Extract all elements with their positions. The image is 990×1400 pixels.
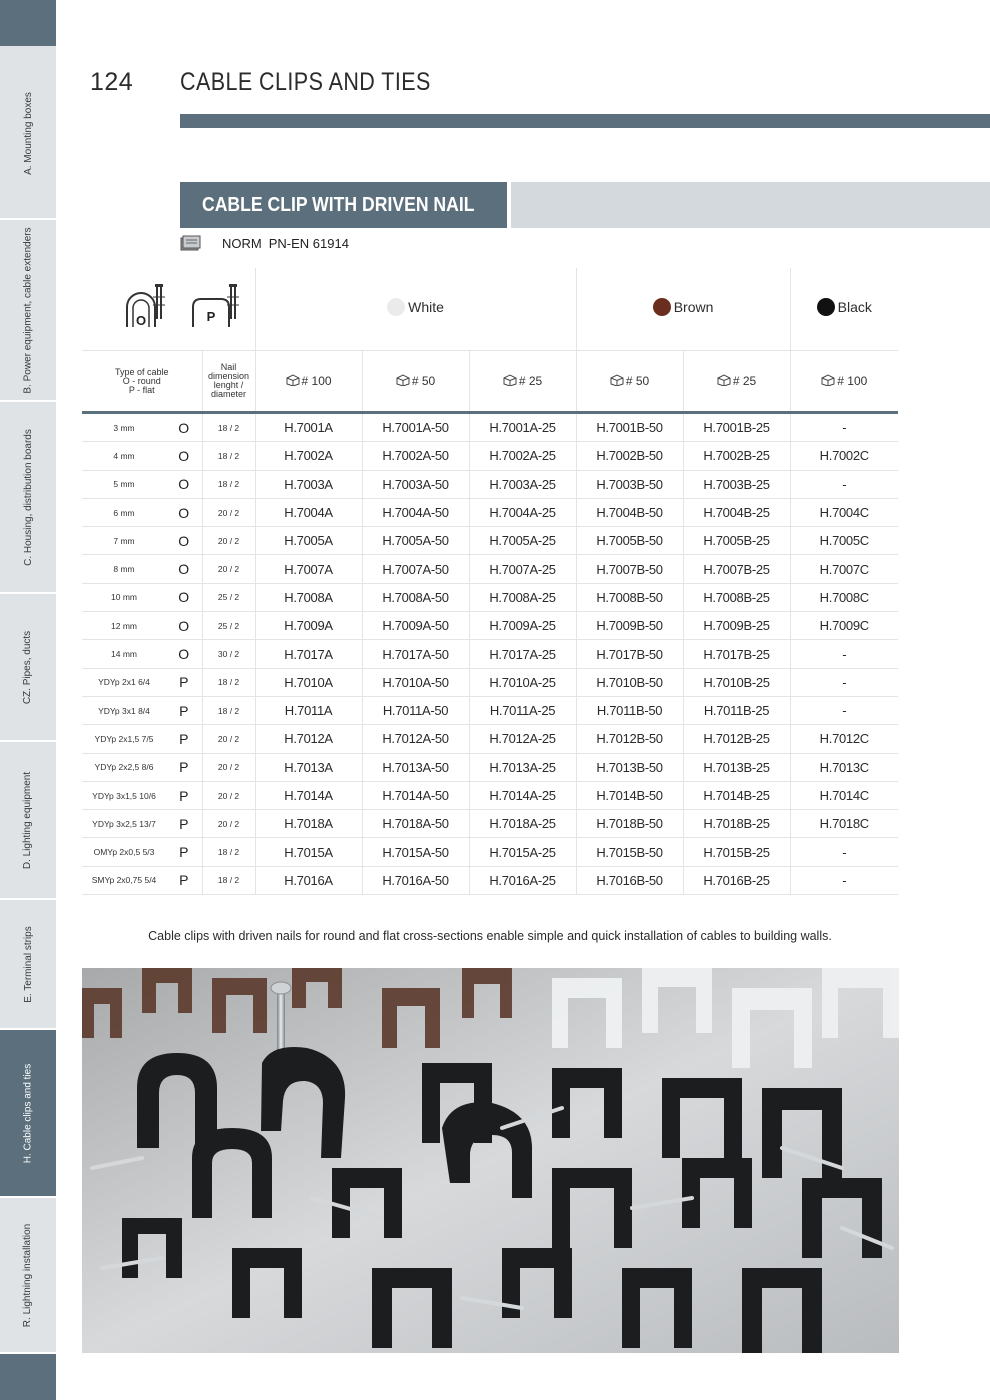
cable-size-cell: YDYp 3x1,5 10/6 xyxy=(82,781,166,809)
nail-dimension-cell: 25 / 2 xyxy=(202,583,255,611)
product-code-cell: - xyxy=(790,413,898,442)
product-photo xyxy=(82,968,899,1353)
product-code-cell: H.7008C xyxy=(790,583,898,611)
product-code-cell: H.7001B-50 xyxy=(576,413,683,442)
product-code-cell: H.7016B-25 xyxy=(683,866,790,894)
page-number: 124 xyxy=(90,68,134,96)
product-code-cell: H.7018A-50 xyxy=(362,810,469,838)
product-code-cell: H.7008B-50 xyxy=(576,583,683,611)
sidebar-item-lighting-equipment[interactable] xyxy=(0,742,56,900)
cable-size-cell: 6 mm xyxy=(82,498,166,526)
cable-size-cell: YDYp 3x2,5 13/7 xyxy=(82,810,166,838)
nail-dimension-cell: 18 / 2 xyxy=(202,442,255,470)
product-code-cell: H.7014A xyxy=(255,781,362,809)
table-row xyxy=(82,640,898,668)
sidebar-item-lightning-installation[interactable] xyxy=(0,1198,56,1354)
cable-size-cell: 14 mm xyxy=(82,640,166,668)
product-code-cell: H.7017A-25 xyxy=(469,640,576,668)
product-code-cell: H.7013B-50 xyxy=(576,753,683,781)
product-code-cell: H.7002A-25 xyxy=(469,442,576,470)
product-code-cell: H.7001A-25 xyxy=(469,413,576,442)
product-code-cell: H.7010A xyxy=(255,668,362,696)
product-code-cell: H.7012B-50 xyxy=(576,725,683,753)
cable-size-cell: SMYp 2x0,75 5/4 xyxy=(82,866,166,894)
pack-label: # 50 xyxy=(411,374,436,388)
product-code-cell: H.7008A-25 xyxy=(469,583,576,611)
cable-type-cell: O xyxy=(166,612,202,640)
product-code-cell: H.7003B-25 xyxy=(683,470,790,498)
cable-type-cell: O xyxy=(166,470,202,498)
product-code-cell: H.7013B-25 xyxy=(683,753,790,781)
table-body xyxy=(82,413,898,895)
table-row xyxy=(82,555,898,583)
product-code-cell: - xyxy=(790,640,898,668)
norm-value: PN-EN 61914 xyxy=(268,235,349,251)
white-swatch xyxy=(387,298,405,316)
product-code-cell: H.7002A xyxy=(255,442,362,470)
product-code-cell: H.7010B-50 xyxy=(576,668,683,696)
product-code-cell: H.7008A-50 xyxy=(362,583,469,611)
cable-type-cell: O xyxy=(166,583,202,611)
product-code-cell: H.7012C xyxy=(790,725,898,753)
product-code-cell: H.7007C xyxy=(790,555,898,583)
product-code-cell: H.7007A-25 xyxy=(469,555,576,583)
product-code-cell: H.7014A-50 xyxy=(362,781,469,809)
product-code-cell: H.7010B-25 xyxy=(683,668,790,696)
product-code-cell: H.7005C xyxy=(790,527,898,555)
nail-dimension-cell: 18 / 2 xyxy=(202,413,255,442)
product-code-cell: H.7003B-50 xyxy=(576,470,683,498)
nail-dimension-cell: 18 / 2 xyxy=(202,470,255,498)
sidebar-item-label: C. Housing, distribution boards xyxy=(22,428,34,566)
product-code-cell: H.7018B-50 xyxy=(576,810,683,838)
product-code-cell: H.7015A-25 xyxy=(469,838,576,866)
nail-dimension-cell: 20 / 2 xyxy=(202,725,255,753)
cable-type-cell: O xyxy=(166,442,202,470)
section-title-box xyxy=(180,182,507,228)
package-icon xyxy=(717,374,733,389)
product-code-cell: - xyxy=(790,838,898,866)
product-code-cell: H.7017B-50 xyxy=(576,640,683,668)
color-header-black xyxy=(790,268,898,351)
product-code-cell: - xyxy=(790,866,898,894)
package-icon xyxy=(610,374,626,389)
pack-label: # 100 xyxy=(837,374,868,388)
table-row xyxy=(82,413,898,442)
type-of-cable-header xyxy=(82,351,202,413)
cable-type-cell: P xyxy=(166,668,202,696)
table-row xyxy=(82,725,898,753)
product-code-cell: - xyxy=(790,668,898,696)
table-row xyxy=(82,810,898,838)
product-code-cell: H.7004A xyxy=(255,498,362,526)
nail-dimension-cell: 20 / 2 xyxy=(202,810,255,838)
product-code-cell: H.7004A-50 xyxy=(362,498,469,526)
cable-type-cell: P xyxy=(166,725,202,753)
cable-type-cell: O xyxy=(166,527,202,555)
product-code-cell: H.7017A-50 xyxy=(362,640,469,668)
table-row xyxy=(82,753,898,781)
brown-swatch xyxy=(653,298,671,316)
product-code-cell: H.7007A-50 xyxy=(362,555,469,583)
product-code-cell: H.7015A xyxy=(255,838,362,866)
sidebar-item-label: H. Cable clips and ties xyxy=(22,1063,34,1163)
product-code-cell: H.7002A-50 xyxy=(362,442,469,470)
pack-header xyxy=(683,351,790,413)
color-name: Black xyxy=(837,298,872,315)
product-code-cell: H.7013A-25 xyxy=(469,753,576,781)
product-code-cell: H.7009A-50 xyxy=(362,612,469,640)
product-code-cell: H.7004B-50 xyxy=(576,498,683,526)
pack-header xyxy=(255,351,362,413)
spec-table xyxy=(82,268,898,895)
cable-type-cell: P xyxy=(166,810,202,838)
product-code-cell: H.7009B-50 xyxy=(576,612,683,640)
product-code-cell: H.7014B-50 xyxy=(576,781,683,809)
product-code-cell: H.7009A xyxy=(255,612,362,640)
pack-label: # 25 xyxy=(518,374,543,388)
product-code-cell: H.7011A-50 xyxy=(362,696,469,724)
package-icon xyxy=(503,374,519,389)
product-code-cell: H.7007A xyxy=(255,555,362,583)
nail-header-line: dimension xyxy=(208,371,250,381)
package-icon xyxy=(286,374,302,389)
product-code-cell: H.7002B-25 xyxy=(683,442,790,470)
type-header-line: O - round xyxy=(122,375,161,386)
product-code-cell: H.7010A-50 xyxy=(362,668,469,696)
product-code-cell: - xyxy=(790,470,898,498)
product-code-cell: H.7016B-50 xyxy=(576,866,683,894)
clip-diagram xyxy=(93,277,243,337)
product-code-cell: H.7003A xyxy=(255,470,362,498)
product-code-cell: H.7011A xyxy=(255,696,362,724)
pack-header xyxy=(576,351,683,413)
nail-header-line: lenght / xyxy=(213,380,244,390)
product-code-cell: H.7001A-50 xyxy=(362,413,469,442)
cable-size-cell: YDYp 3x1 8/4 xyxy=(82,696,166,724)
nail-dimension-header xyxy=(202,351,255,413)
product-code-cell: H.7007B-50 xyxy=(576,555,683,583)
clip-diagram-cell xyxy=(82,268,255,351)
product-code-cell: H.7017A xyxy=(255,640,362,668)
table-row xyxy=(82,498,898,526)
header-row-packs xyxy=(82,351,898,413)
pack-label: # 50 xyxy=(625,374,650,388)
product-code-cell: H.7005A-25 xyxy=(469,527,576,555)
product-code-cell: H.7011B-25 xyxy=(683,696,790,724)
nail-dimension-cell: 20 / 2 xyxy=(202,753,255,781)
product-code-cell: H.7014C xyxy=(790,781,898,809)
product-code-cell: H.7013A-50 xyxy=(362,753,469,781)
product-code-cell: H.7018C xyxy=(790,810,898,838)
package-icon xyxy=(396,374,412,389)
cable-type-cell: O xyxy=(166,498,202,526)
pack-header xyxy=(790,351,898,413)
product-code-cell: H.7015A-50 xyxy=(362,838,469,866)
nail-dimension-cell: 25 / 2 xyxy=(202,612,255,640)
nail-header-line: diameter xyxy=(211,389,247,399)
pack-header xyxy=(362,351,469,413)
color-header-brown xyxy=(576,268,790,351)
color-name: White xyxy=(408,298,444,315)
product-code-cell: H.7009A-25 xyxy=(469,612,576,640)
product-code-cell: H.7014B-25 xyxy=(683,781,790,809)
product-code-cell: H.7004C xyxy=(790,498,898,526)
nail-dimension-cell: 20 / 2 xyxy=(202,527,255,555)
sidebar xyxy=(0,0,56,1400)
nail-dimension-cell: 20 / 2 xyxy=(202,498,255,526)
black-swatch xyxy=(817,298,835,316)
norm-row xyxy=(180,233,349,253)
cable-size-cell: 5 mm xyxy=(82,470,166,498)
sidebar-item-label: B. Power equipment, cable extenders xyxy=(22,226,34,394)
product-code-cell: H.7016A-25 xyxy=(469,866,576,894)
cable-size-cell: 10 mm xyxy=(82,583,166,611)
product-code-cell: H.7016A xyxy=(255,866,362,894)
pack-label: # 100 xyxy=(301,374,332,388)
sidebar-item-label: E. Terminal strips xyxy=(22,925,34,1003)
cable-type-cell: P xyxy=(166,696,202,724)
product-code-cell: H.7012A-25 xyxy=(469,725,576,753)
type-header-line: Type of cable xyxy=(114,366,169,377)
norm-label: NORM xyxy=(222,235,262,251)
color-header-white xyxy=(255,268,576,351)
flat-letter: P xyxy=(206,308,216,324)
section-title: CABLE CLIP WITH DRIVEN NAIL xyxy=(202,193,475,216)
pack-header xyxy=(469,351,576,413)
product-code-cell: H.7004A-25 xyxy=(469,498,576,526)
sidebar-item-label: D. Lighting equipment xyxy=(22,771,34,869)
product-code-cell: H.7007B-25 xyxy=(683,555,790,583)
description-text: Cable clips with driven nails for round and flat cross-sections enable simple and quick installation of cables to building walls. xyxy=(148,929,832,943)
product-code-cell: H.7013A xyxy=(255,753,362,781)
product-code-cell: H.7015B-25 xyxy=(683,838,790,866)
cable-type-cell: O xyxy=(166,555,202,583)
cable-type-cell: P xyxy=(166,753,202,781)
table-row xyxy=(82,781,898,809)
sidebar-item-label: CZ. Pipes, ducts xyxy=(22,630,34,704)
color-name: Brown xyxy=(673,298,714,315)
cable-type-cell: P xyxy=(166,838,202,866)
product-code-cell: H.7014A-25 xyxy=(469,781,576,809)
cable-size-cell: 12 mm xyxy=(82,612,166,640)
product-code-cell: H.7009C xyxy=(790,612,898,640)
table-row xyxy=(82,866,898,894)
product-code-cell: H.7005B-50 xyxy=(576,527,683,555)
product-code-cell: H.7002C xyxy=(790,442,898,470)
cable-size-cell: 8 mm xyxy=(82,555,166,583)
product-code-cell: H.7012B-25 xyxy=(683,725,790,753)
product-code-cell: H.7013C xyxy=(790,753,898,781)
cable-size-cell: YDYp 2x1,5 7/5 xyxy=(82,725,166,753)
product-code-cell: H.7008B-25 xyxy=(683,583,790,611)
sidebar-item-power-equipment[interactable] xyxy=(0,220,56,402)
product-code-cell: H.7011B-50 xyxy=(576,696,683,724)
product-code-cell: H.7018A xyxy=(255,810,362,838)
product-code-cell: H.7012A-50 xyxy=(362,725,469,753)
nail-header-line: Nail xyxy=(220,362,237,372)
cable-size-cell: 3 mm xyxy=(82,413,166,442)
sidebar-item-cable-clips[interactable] xyxy=(0,1030,56,1198)
cable-type-cell: O xyxy=(166,413,202,442)
table-row xyxy=(82,696,898,724)
package-icon xyxy=(821,374,837,389)
product-code-cell: H.7002B-50 xyxy=(576,442,683,470)
product-code-cell: H.7005A-50 xyxy=(362,527,469,555)
sidebar-item-label: R. Lightning installation xyxy=(22,1223,34,1327)
product-code-cell: H.7005B-25 xyxy=(683,527,790,555)
product-code-cell: H.7005A xyxy=(255,527,362,555)
sidebar-item-housing[interactable] xyxy=(0,402,56,594)
table-row xyxy=(82,527,898,555)
nail-dimension-cell: 18 / 2 xyxy=(202,696,255,724)
header-bar xyxy=(180,114,990,128)
section-title-bar xyxy=(511,182,990,228)
product-code-cell: H.7016A-50 xyxy=(362,866,469,894)
product-code-cell: H.7017B-25 xyxy=(683,640,790,668)
flat-clip-icon xyxy=(193,284,239,327)
table-row xyxy=(82,442,898,470)
product-code-cell: H.7011A-25 xyxy=(469,696,576,724)
sidebar-item-pipes-ducts[interactable] xyxy=(0,594,56,742)
cable-type-cell: P xyxy=(166,781,202,809)
table-row xyxy=(82,583,898,611)
round-letter: O xyxy=(136,312,147,328)
nail-dimension-cell: 20 / 2 xyxy=(202,781,255,809)
product-code-cell: H.7018A-25 xyxy=(469,810,576,838)
cable-type-cell: P xyxy=(166,866,202,894)
sidebar-item-label: A. Mounting boxes xyxy=(22,91,34,175)
product-code-cell: H.7018B-25 xyxy=(683,810,790,838)
table-row xyxy=(82,668,898,696)
sidebar-item-mounting-boxes[interactable] xyxy=(0,48,56,220)
norm-book-icon xyxy=(180,235,202,251)
cable-size-cell: 7 mm xyxy=(82,527,166,555)
product-code-cell: H.7001B-25 xyxy=(683,413,790,442)
product-code-cell: H.7001A xyxy=(255,413,362,442)
product-code-cell: H.7008A xyxy=(255,583,362,611)
header-row-colors xyxy=(82,268,898,351)
nail-dimension-cell: 18 / 2 xyxy=(202,668,255,696)
product-code-cell: H.7009B-25 xyxy=(683,612,790,640)
sidebar-item-terminal-strips[interactable] xyxy=(0,900,56,1030)
nail-dimension-cell: 20 / 2 xyxy=(202,555,255,583)
cable-size-cell: YDYp 2x2,5 8/6 xyxy=(82,753,166,781)
pack-label: # 25 xyxy=(732,374,757,388)
product-code-cell: H.7012A xyxy=(255,725,362,753)
sidebar-bottom-cap xyxy=(0,1354,56,1400)
table-row xyxy=(82,612,898,640)
nail-dimension-cell: 18 / 2 xyxy=(202,838,255,866)
nail-dimension-cell: 30 / 2 xyxy=(202,640,255,668)
cable-size-cell: YDYp 2x1 6/4 xyxy=(82,668,166,696)
table-row xyxy=(82,838,898,866)
product-code-cell: H.7003A-50 xyxy=(362,470,469,498)
product-code-cell: H.7004B-25 xyxy=(683,498,790,526)
product-code-cell: H.7010A-25 xyxy=(469,668,576,696)
type-header-line: P - flat xyxy=(128,384,155,395)
nail-dimension-cell: 18 / 2 xyxy=(202,866,255,894)
cable-size-cell: 4 mm xyxy=(82,442,166,470)
cable-type-cell: O xyxy=(166,640,202,668)
product-code-cell: H.7015B-50 xyxy=(576,838,683,866)
product-code-cell: - xyxy=(790,696,898,724)
table-row xyxy=(82,470,898,498)
product-code-cell: H.7003A-25 xyxy=(469,470,576,498)
cable-size-cell: OMYp 2x0,5 5/3 xyxy=(82,838,166,866)
sidebar-top-cap xyxy=(0,0,56,46)
page-title: CABLE CLIPS AND TIES xyxy=(180,68,431,96)
